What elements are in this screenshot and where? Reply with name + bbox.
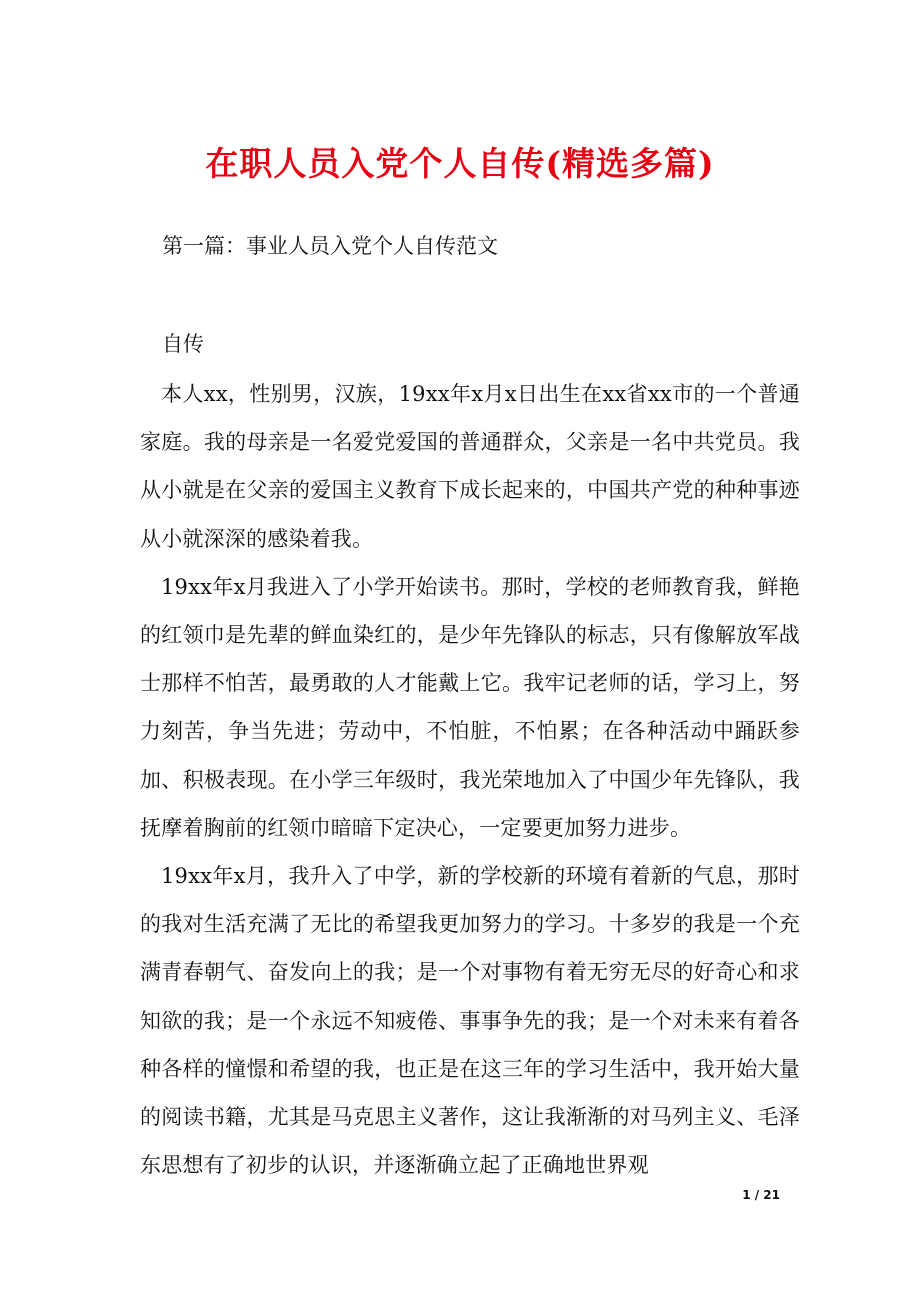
page-number: 1 / 21: [742, 1188, 780, 1202]
section-heading: 第一篇：事业人员入党个人自传范文: [162, 234, 498, 258]
document-body: [140, 370, 800, 1189]
paragraph-2: 19xx年x月我进入了小学开始读书。那时，学校的老师教育我，鲜艳的红领巾是先辈的鲜血染红的，是少年先锋队的标志，只有像解放军战士那样不怕苦，最勇敢的人才能戴上它。我牢记老师的话，学习上，努力刻苦，争当先进；劳动中，不怕脏，不怕累；在各种活动中踊跃参加、积极表现。在小学三年级时，我光荣地加入了中国少年先锋队，我抚摩着胸前的红领巾暗暗下定决心，一定要更加努力进步。: [140, 574, 800, 840]
paragraph-1: 本人xx，性别男，汉族，19xx年x月x日出生在xx省xx市的一个普通家庭。我的母亲是一名爱党爱国的普通群众，父亲是一名中共党员。我从小就是在父亲的爱国主义教育下成长起来的，中国共产党的种种事迹从小就深深的感染着我。: [140, 382, 800, 551]
document-title: 在职人员入党个人自传(精选多篇): [205, 144, 715, 183]
sub-heading: 自传: [162, 332, 204, 356]
paragraph-3: 19xx年x月，我升入了中学，新的学校新的环境有着新的气息，那时的我对生活充满了无比的希望我更加努力的学习。十多岁的我是一个充满青春朝气、奋发向上的我；是一个对事物有着无穷无尽的好奇心和求知欲的我；是一个永远不知疲倦、事事争先的我；是一个对未来有着各种各样的憧憬和希望的我，也正是在这三年的学习生活中，我开始大量的阅读书籍，尤其是马克思主义著作，这让我渐渐的对马列主义、毛泽东思想有了初步的认识，并逐渐确立起了正确地世界观: [140, 864, 800, 1178]
